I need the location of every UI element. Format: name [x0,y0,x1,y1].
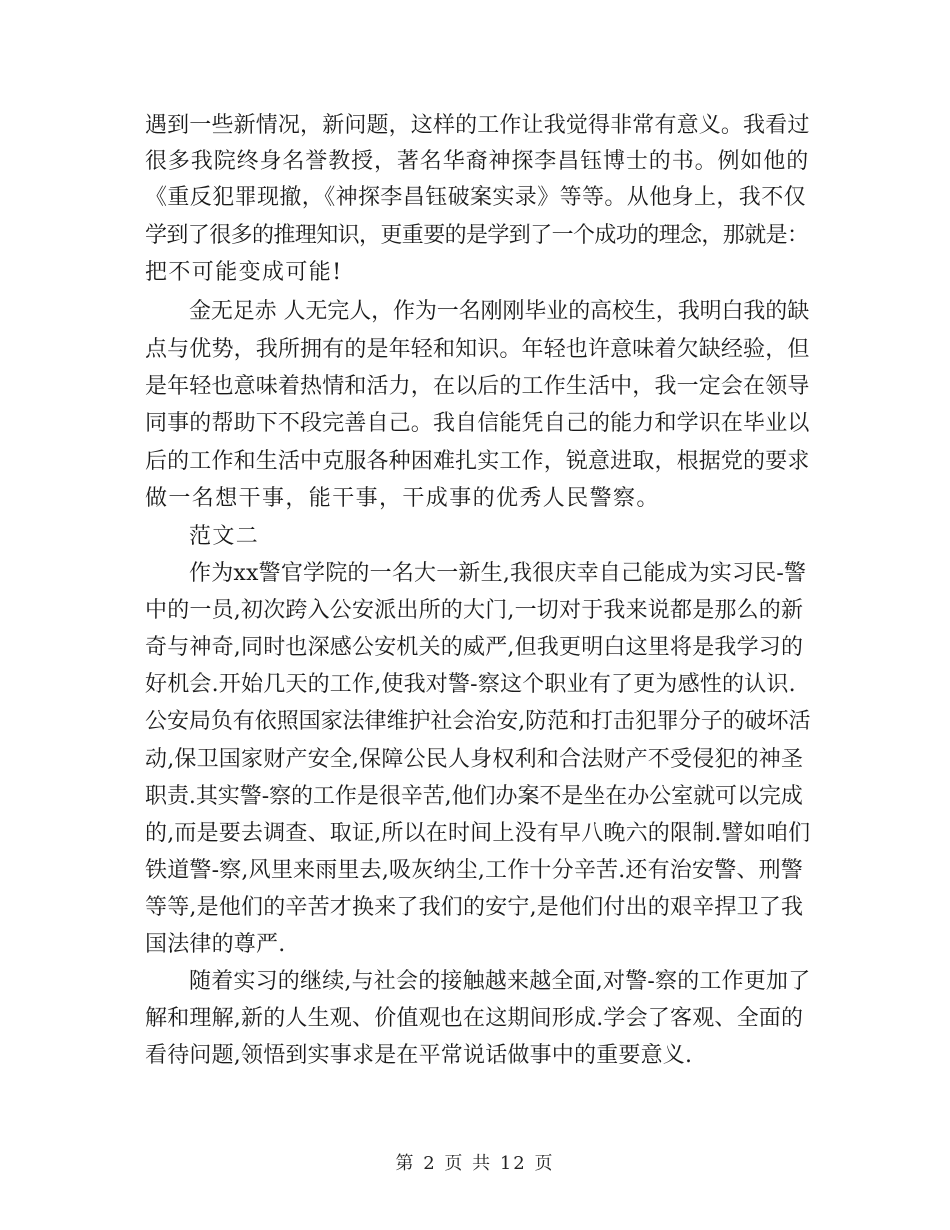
text-line: 作为xx警官学院的一名大一新生,我很庆幸自己能成为实习民-警 [189,561,807,586]
text-line: 遇到一些新情况，新问题，这样的工作让我觉得非常有意义。我看过 [145,113,810,138]
text-line: 点与优势，我所拥有的是年轻和知识。年轻也许意味着欠缺经验，但 [145,337,810,362]
text-line: 动,保卫国家财产安全,保障公民人身权利和合法财产不受侵犯的神圣 [145,747,804,772]
text-line: 的,而是要去调查、取证,所以在时间上没有早八晚六的限制.譬如咱们 [145,821,811,846]
text-line: 公安局负有依照国家法律维护社会治安,防范和打击犯罪分子的破坏活 [145,709,811,734]
text-line: 中的一员,初次跨入公安派出所的大门,一切对于我来说都是那么的新 [145,598,804,623]
text-line: 很多我院终身名誉教授，著名华裔神探李昌钰博士的书。例如他的 [145,149,810,174]
text-line: 解和理解,新的人生观、价值观也在这期间形成.学会了客观、全面的 [145,1006,804,1031]
text-line: 职责.其实警-察的工作是很辛苦,他们办案不是坐在办公室就可以完成 [145,784,803,809]
text-line: 看待问题,领悟到实事求是在平常说话做事中的重要意义. [145,1043,693,1068]
text-line: 是年轻也意味着热情和活力，在以后的工作生活中，我一定会在领导 [145,374,810,399]
text-line: 做一名想干事，能干事，干成事的优秀人民警察。 [145,486,660,511]
text-line: 随着实习的继续,与社会的接触越来越全面,对警-察的工作更加了 [189,969,811,994]
section-heading: 范文二 [189,524,260,549]
text-line: 后的工作和生活中克服各种困难扎实工作，锐意进取，根据党的要求 [145,449,810,474]
page-number-footer: 第 2 页 共 12 页 [395,1153,555,1174]
text-line: 把不可能变成可能! [145,260,343,285]
text-line: 同事的帮助下不段完善自己。我自信能凭自己的能力和学识在毕业以 [145,411,810,436]
text-line: 铁道警-察,风里来雨里去,吸灰纳尘,工作十分辛苦.还有治安警、刑警 [145,858,804,883]
text-line: 好机会.开始几天的工作,使我对警-察这个职业有了更为感性的认识. [145,672,796,697]
text-line: 等等,是他们的辛苦才换来了我们的安宁,是他们付出的艰辛捍卫了我 [145,895,804,920]
text-line: 金无足赤 人无完人，作为一名刚刚毕业的高校生，我明白我的缺 [189,299,810,324]
text-line: 《重反犯罪现撤，《神探李昌钰破案实录》等等。从他身上，我不仅 [145,185,807,210]
text-line: 国法律的尊严. [145,932,286,957]
text-line: 学到了很多的推理知识，更重要的是学到了一个成功的理念，那就是： [145,223,809,248]
text-line: 奇与神奇,同时也深感公安机关的威严,但我更明白这里将是我学习的 [145,635,804,660]
